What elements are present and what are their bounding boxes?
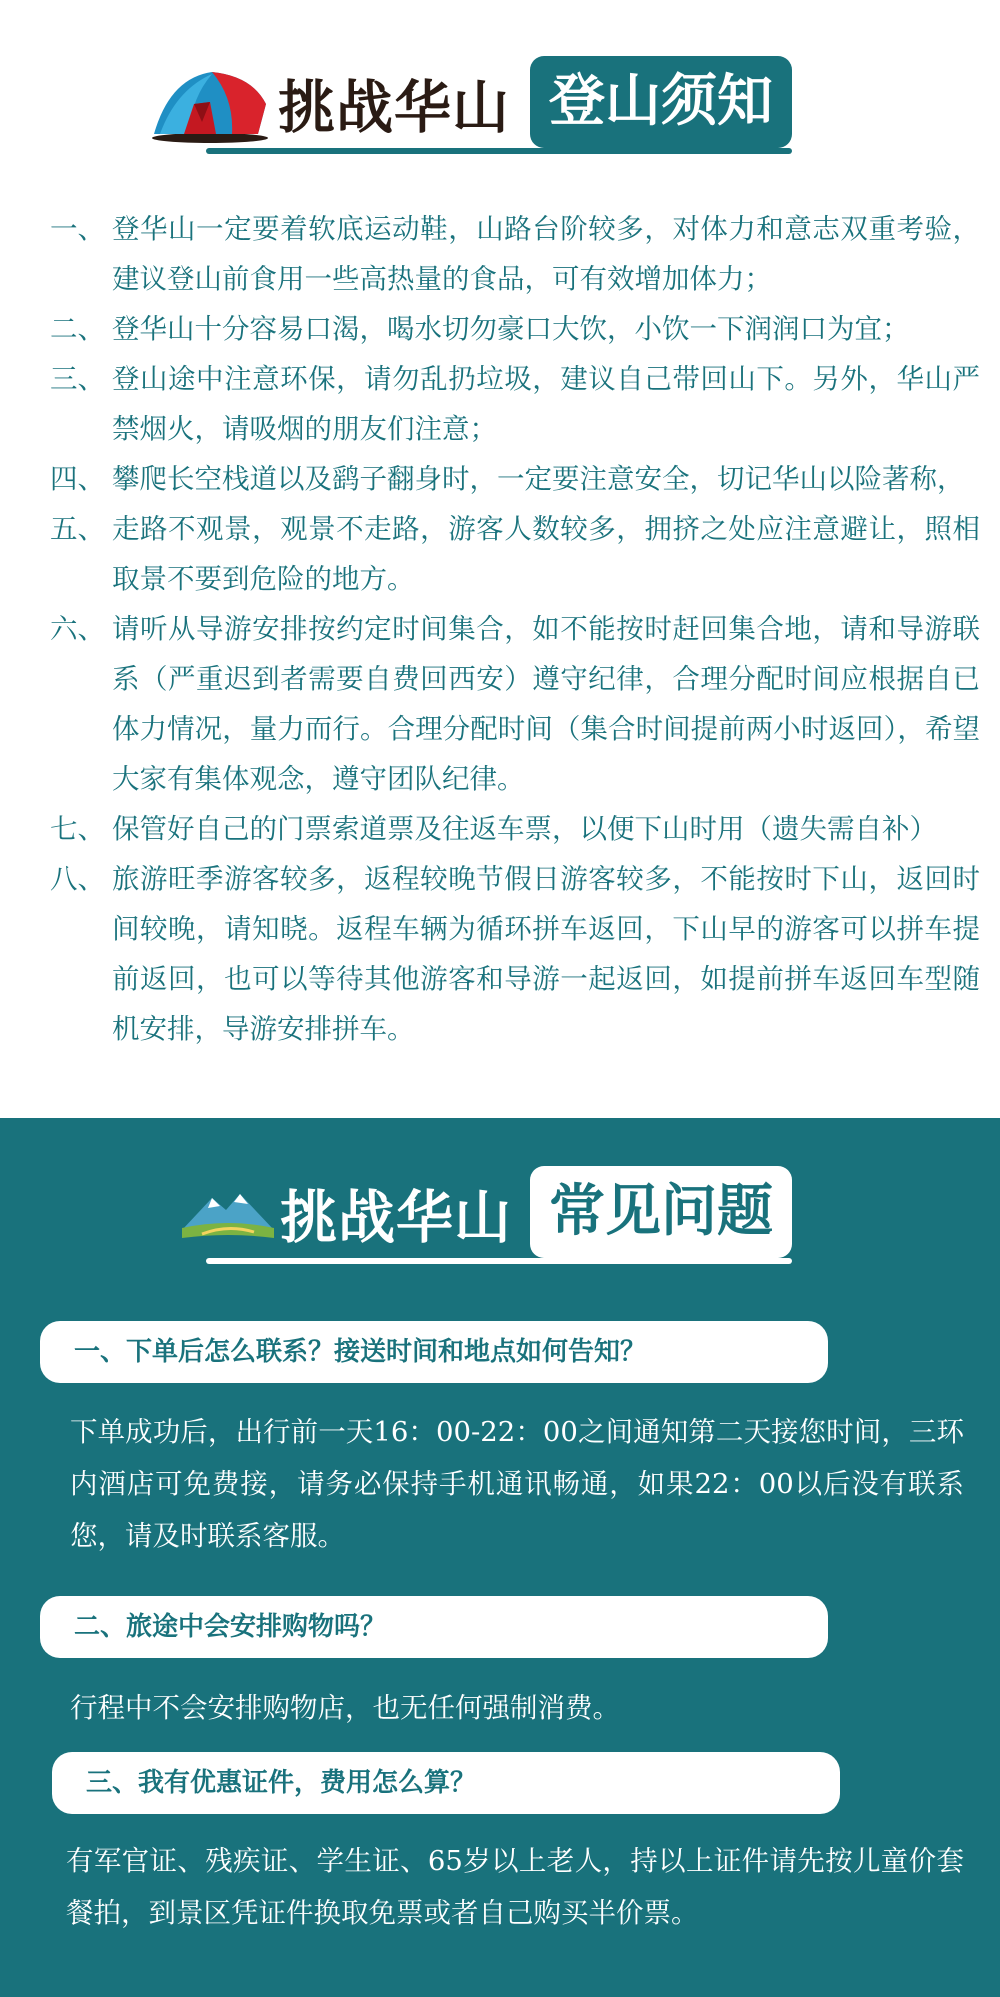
notice-item-number: 三、: [50, 363, 105, 395]
notice-item-number: 八、: [50, 863, 105, 895]
faq-title-banner: [182, 1166, 792, 1276]
notice-item-text: 旅游旺季游客较多，返程较晚节假日游客较多，不能按时下山，返回时间较晚，请知晓。返程车辆为循环拼车返回，下山早的游客可以拼车提前返回，也可以等待其他游客和导游一起返回，如提前拼车返回车型随机安排，导游安排拼车。: [112, 863, 980, 1045]
notice-item-number: 一、: [50, 213, 105, 245]
faq-answer: 下单成功后，出行前一天16：00-22：00之间通知第二天接您时间，三环内酒店可免费接，请务必保持手机通讯畅通，如果22：00以后没有联系您，请及时联系客服。: [70, 1416, 964, 1552]
notice-item: [50, 604, 980, 804]
faq-section: [0, 1118, 1000, 1997]
notice-title-underline: [206, 148, 792, 154]
faq-title-lead: 挑战华山: [280, 1185, 512, 1251]
notice-item: [50, 854, 980, 1054]
notice-item-text: 请听从导游安排按约定时间集合，如不能按时赶回集合地，请和导游联系（严重迟到者需要自费回西安）遵守纪律，合理分配时间应根据自已体力情况，量力而行。合理分配时间（集合时间提前两小时返回），希望大家有集体观念，遵守团队纪律。: [112, 613, 980, 795]
notice-item-text: 登华山十分容易口渴，喝水切勿豪口大饮，小饮一下润润口为宜；: [112, 313, 910, 345]
notice-item-text: 保管好自己的门票索道票及往返车票，以便下山时用（遗失需自补）: [112, 813, 937, 845]
notice-item: [50, 304, 980, 354]
notice-item-text: 登华山一定要着软底运动鞋，山路台阶较多，对体力和意志双重考验，建议登山前食用一些高热量的食品，可有效增加体力；: [112, 213, 980, 295]
faq-question: 二、旅途中会安排购物吗？: [40, 1596, 828, 1658]
notice-item-number: 二、: [50, 313, 105, 345]
faq-answer: 有军官证、残疾证、学生证、65岁以上老人，持以上证件请先按儿童价套餐拍，到景区凭证件换取免票或者自己购买半价票。: [66, 1845, 964, 1929]
notice-item: [50, 804, 980, 854]
faq-question: 一、下单后怎么联系？接送时间和地点如何告知？: [40, 1321, 828, 1383]
notice-item: [50, 504, 980, 604]
faq-title-underline: [206, 1258, 792, 1264]
faq-answer: 行程中不会安排购物店，也无任何强制消费。: [70, 1692, 620, 1724]
notice-item: [50, 454, 980, 504]
notice-item: [50, 204, 980, 304]
faq-title-pill: 常见问题: [530, 1166, 792, 1258]
notice-item-text: 登山途中注意环保，请勿乱扔垃圾，建议自己带回山下。另外，华山严禁烟火，请吸烟的朋友们注意；: [112, 363, 980, 445]
notice-title-lead: 挑战华山: [278, 75, 510, 141]
notice-item-number: 六、: [50, 613, 105, 645]
tent-icon: [150, 64, 268, 144]
notice-list: [50, 204, 980, 1054]
notice-item-text: 攀爬长空栈道以及鹞子翻身时，一定要注意安全，切记华山以险著称，: [112, 463, 965, 495]
notice-title-banner: [150, 56, 792, 166]
mountain-icon: [182, 1188, 274, 1240]
notice-item: [50, 354, 980, 454]
faq-question: 三、我有优惠证件，费用怎么算？: [52, 1752, 840, 1814]
notice-item-text: 走路不观景，观景不走路，游客人数较多，拥挤之处应注意避让，照相取景不要到危险的地方。: [112, 513, 980, 595]
notice-item-number: 七、: [50, 813, 105, 845]
notice-title-pill: 登山须知: [530, 56, 792, 148]
notice-item-number: 五、: [50, 513, 105, 545]
notice-item-number: 四、: [50, 463, 105, 495]
